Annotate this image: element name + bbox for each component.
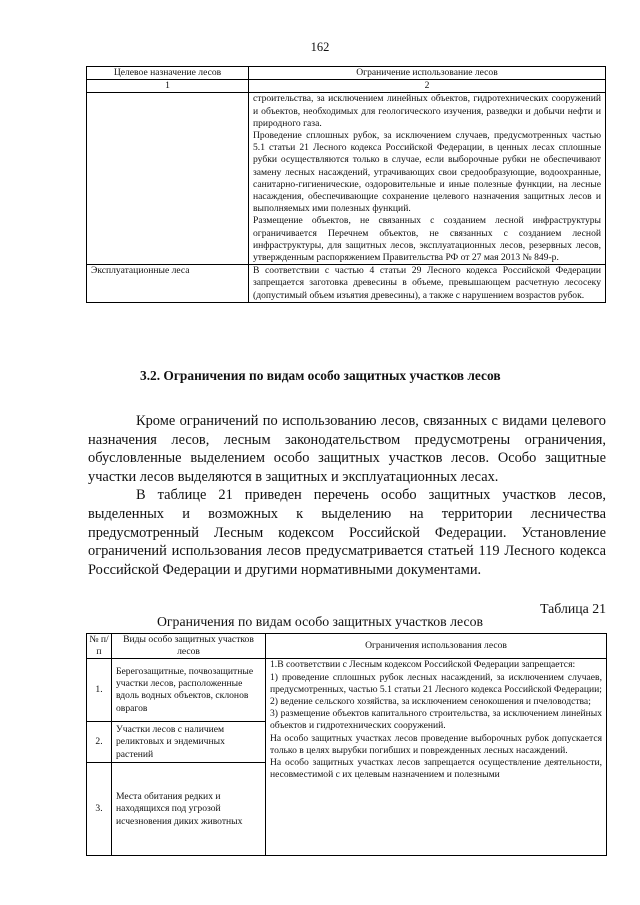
section-body [88,412,606,579]
restriction-paragraph: В соответствии с частью 4 статьи 29 Лесного кодекса Российской Федерации запрещается заготовка древесины в объеме, превышающем расчетную лесосеку (допустимый объем изъятия древесины), а также с нарушением возрастов рубок. [253,265,601,301]
restriction-paragraph: 1) проведение сплошных рубок лесных насаждений, за исключением случаев, предусмотренных, частью 5.1 статьи 21 Лесного кодекса Российской Федерации; [270,671,602,695]
restriction-paragraph: На особо защитных участках лесов проведение выборочных рубок допускается только в целях вырубки погибших и поврежденных лесных насаждений. [270,732,602,756]
restrictions-text [270,659,602,855]
section-heading: 3.2. Ограничения по видам особо защитных участков лесов [140,368,501,383]
protected-areas-table [86,633,607,856]
area-type-cell: Места обитания редких и находящихся под угрозой исчезновения диких животных [112,763,266,856]
category-cell: Эксплуатационные леса [87,265,249,303]
table-index-row [87,80,606,93]
header-restrictions: Ограничения использования лесов [266,634,607,659]
page-number: 162 [310,40,330,54]
header-area-types: Виды особо защитных участков лесов [112,634,266,659]
restriction-paragraph: Размещение объектов, не связанных с созданием лесной инфраструктуры ограничивается Перечнем объектов, не связанных с созданием лесной инфраструктуры, для защитных лесов, эксплуатационных лесов, резервных лесов, утвержденным распоряжением Правительства РФ от 27 мая 2013 № 849-р. [253,215,601,264]
restrictions-cell [266,659,607,856]
restrictions-by-purpose-table [86,66,606,303]
row-number: 2. [87,722,112,763]
table-row [87,93,606,265]
body-paragraph: В таблице 21 приведен перечень особо защитных участков лесов, выделенных и возможных к выделению на территории лесничества предусмотренный Лесным кодексом Российской Федерации. Установление ограничений использования лесов предусматривается статьей 119 Лесного кодекса Российской Федерации и другими нормативными документами. [88,487,606,578]
restriction-paragraph: 1.В соответствии с Лесным кодексом Российской Федерации запрещается: [270,659,576,671]
table-title: Ограничения по видам особо защитных участков лесов [156,614,484,629]
table-number: Таблица 21 [540,601,606,616]
index-col1: 1 [87,80,249,93]
category-cell [87,93,249,265]
area-type-cell: Берегозащитные, почвозащитные участки лесов, расположенные вдоль водных объектов, склонов оврагов [112,659,266,722]
body-paragraph: Кроме ограничений по использованию лесов, связанных с видами целевого назначения лесов, лесным законодательством предусмотрены ограничения, обусловленные выделением особо защитных участков лесов. Особо защитные участки лесов выделяются в защитных и эксплуатационных лесах. [88,413,606,485]
restriction-paragraph: На особо защитных участках лесов запрещается осуществление деятельности, несовместимой с их целевым назначением и полезными [270,757,602,781]
restriction-paragraph: Проведение сплошных рубок, за исключением случаев, предусмотренных частью 5.1 статьи 21 Лесного кодекса Российской Федерации, в ценных лесах сплошные рубки осуществляются только в случае, если выборочные рубки не обеспечивают замену лесных насаждений, утрачивающих свои средообразующие, водоохранные, санитарно-гигиенические, оздоровительные и иные полезные функции, на лесные насаждения, обеспечивающие сохранение целевого назначения защитных лесов и выполняемых ими полезных функций. [253,130,601,215]
table-row [87,659,607,722]
index-col2: 2 [249,80,606,93]
area-type-cell: Участки лесов с наличием реликтовых и эндемичных растений [112,722,266,763]
restriction-paragraph: 2) ведение сельского хозяйства, за исключением сенокошения и пчеловодства; [270,696,591,708]
table-header-row [87,67,606,80]
table-row [87,265,606,303]
header-number: № п/п [87,634,112,659]
header-forest-purpose: Целевое назначение лесов [87,67,249,80]
restriction-cell [249,265,606,303]
row-number: 3. [87,763,112,856]
restriction-paragraph: строительства, за исключением линейных объектов, гидротехнических сооружений и объектов, необходимых для геологического изучения, разведки и добычи нефти и природного газа. [253,93,601,129]
table-header-row [87,634,607,659]
restriction-cell [249,93,606,265]
header-usage-restriction: Ограничение использование лесов [249,67,606,80]
row-number: 1. [87,659,112,722]
restriction-paragraph: 3) размещение объектов капитального строительства, за исключением линейных объектов и гидротехнических сооружений. [270,708,602,732]
